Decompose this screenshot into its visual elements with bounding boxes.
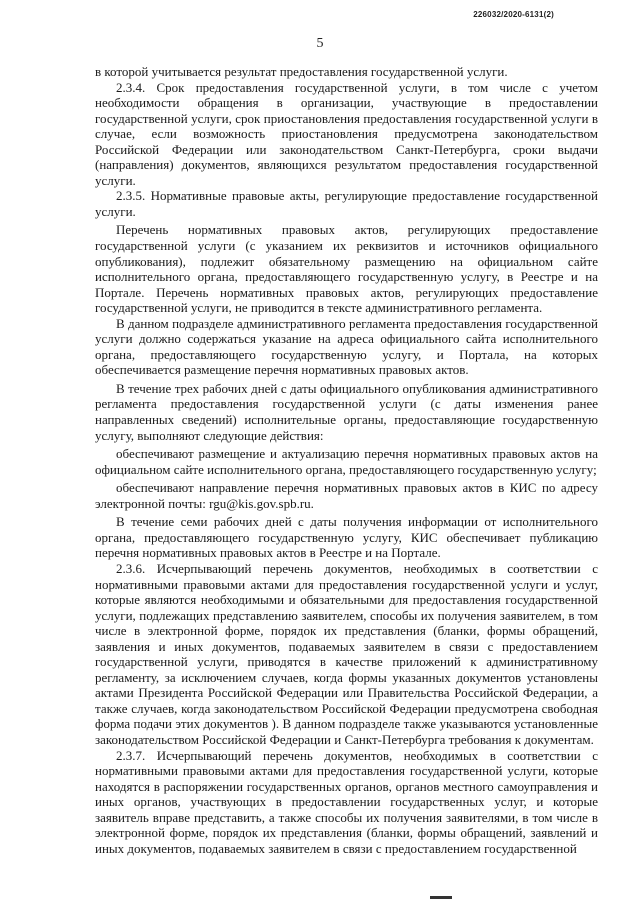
paragraph-subsection-addresses: В данном подразделе административного регламента предоставления государственной услуги должно содержаться указание на адреса официального сайта исполнительного органа, предоставляющего государственную услугу, и Портала, на которых обеспечивается размещение перечня нормативных правовых актов. (95, 315, 598, 378)
paragraph-legal-acts-list: Перечень нормативных правовых актов, регулирующих предоставление государственной услуги (с указанием их реквизитов и источников официального опубликования), подлежит обязательному размещению на официальном сайте исполнительного органа, предоставляющего государственную услугу, в Реестре и на Портале. Перечень нормативных правовых актов, регулирующих предоставление государственной услуги, не приводится в тексте административного регламента. (95, 222, 598, 316)
paragraph-2-3-6: 2.3.6. Исчерпывающий перечень документов, необходимых в соответствии с нормативными правовыми актами для предоставления государственной услуги и услуг, которые являются необходимыми и обязательными для предоставления государственной услуги, подлежащих представлению заявителем, способы их получения заявителем, в том числе в электронной форме, порядок их представления (бланки, формы обращений, заявления и иных документов, подаваемых заявителем в связи с предоставлением государственной услуги, приводятся в качестве приложений к административному регламенту, за исключением случаев, когда формы указанных документов установлены актами Президента Российской Федерации или Правительства Российской Федерации, а также случаев, когда законодательством Российской Федерации предусмотрена свободная форма подачи этих документов ). В данном подразделе также указываются установленные законодательством Российской Федерации и Санкт-Петербурга требования к документам. (95, 560, 598, 747)
paragraph-seven-working-days: В течение семи рабочих дней с даты получения информации от исполнительного органа, предоставляющего государственную услугу, КИС обеспечивает публикацию перечня нормативных правовых актов в Реестре и на Портале. (95, 514, 598, 561)
paragraph-2-3-5-heading: 2.3.5. Нормативные правовые акты, регулирующие предоставление государственной услуги. (95, 188, 598, 219)
paragraph-ensure-placement: обеспечивают размещение и актуализацию перечня нормативных правовых актов на официальном сайте исполнительного органа, предоставляющего государственную услугу; (95, 446, 598, 477)
scan-mark (430, 896, 452, 899)
document-body (95, 64, 598, 856)
paragraph-ensure-sending: обеспечивают направление перечня нормативных правовых актов в КИС по адресу электронной почты: rgu@kis.gov.spb.ru. (95, 480, 598, 511)
paragraph-2-3-4: 2.3.4. Срок предоставления государственной услуги, в том числе с учетом необходимости обращения в организации, участвующие в предоставлении государственной услуги, срок приостановления предоставления государственной услуги в случае, если возможность приостановления предусмотрена законодательством Российской Федерации или законодательством Санкт-Петербурга, сроки выдачи (направления) документов, являющихся результатом предоставления государственной услуги. (95, 79, 598, 188)
paragraph-three-working-days: В течение трех рабочих дней с даты официального опубликования административного регламента предоставления государственной услуги (с даты изменения ранее направленных сведений) исполнительные органы, предоставляющие государственную услугу, выполняют следующие действия: (95, 380, 598, 443)
document-registration-number: 226032/2020-6131(2) (473, 10, 554, 19)
paragraph-2-3-7: 2.3.7. Исчерпывающий перечень документов, необходимых в соответствии с нормативными правовыми актами для предоставления государственной услуги, которые находятся в распоряжении государственных органов, органов местного самоуправления и иных органов, участвующих в предоставлении государственных услуг, и которые заявитель вправе представить, а также способы их получения заявителями, в том числе в электронной форме, порядок их представления (бланки, формы обращений, заявлений и иных документов, подаваемых заявителем в связи с предоставлением государственной (95, 747, 598, 856)
paragraph-continuation: в которой учитывается результат предоставления государственной услуги. (95, 64, 508, 79)
page-number: 5 (316, 36, 324, 51)
